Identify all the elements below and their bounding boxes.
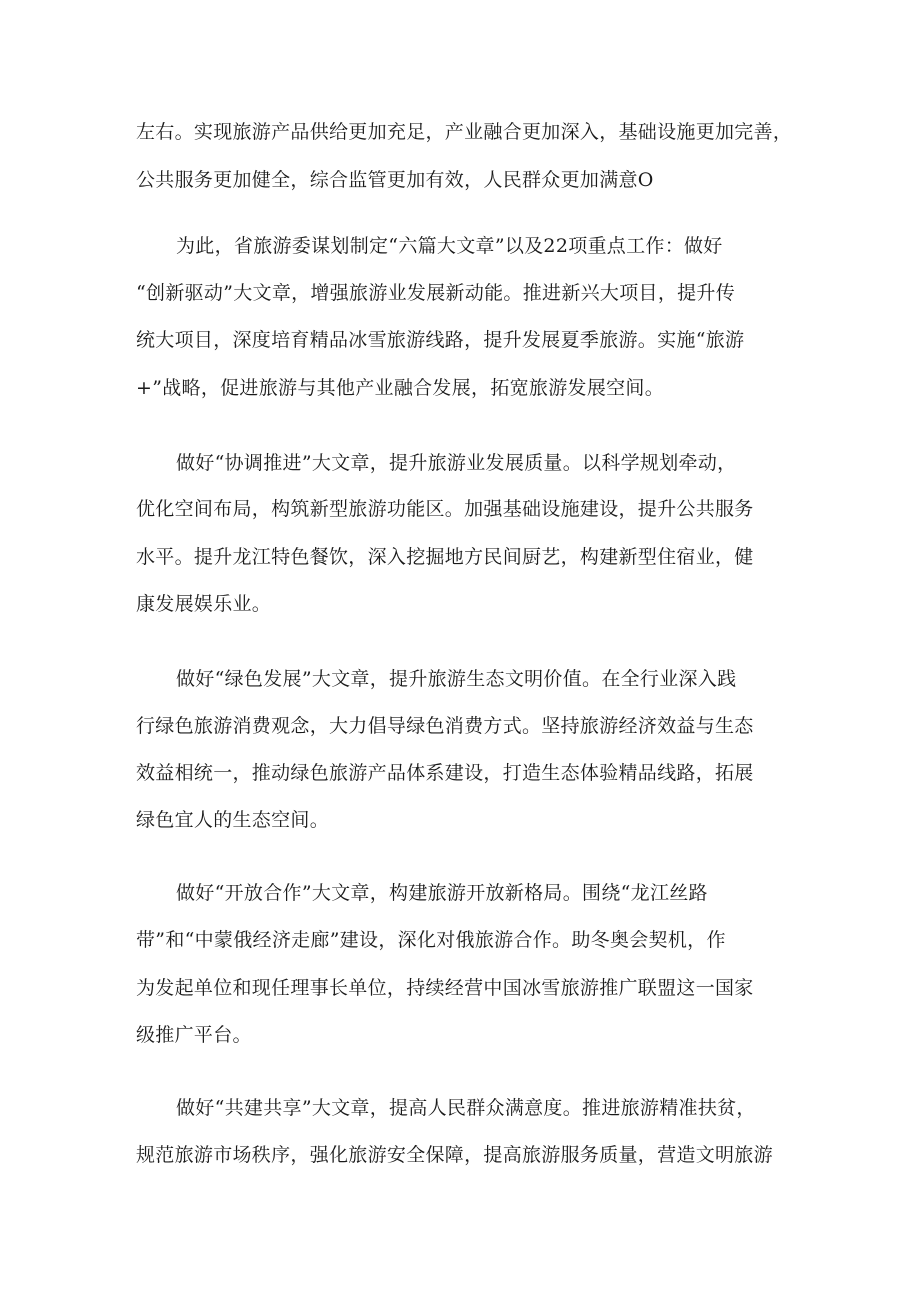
text-line: 为此，省旅游委谋划制定“六篇大文章”以及22项重点工作：做好 bbox=[176, 235, 723, 257]
text-line: 行绿色旅游消费观念，大力倡导绿色消费方式。坚持旅游经济效益与生态 bbox=[136, 715, 754, 737]
text-line: +”战略，促进旅游与其他产业融合发展，拓宽旅游发展空间。 bbox=[136, 377, 665, 399]
text-line: 带”和“中蒙俄经济走廊”建设，深化对俄旅游合作。助冬奥会契机，作 bbox=[136, 929, 726, 951]
text-line: 为发起单位和现任理事长单位，持续经营中国冰雪旅游推广联盟这一国家 bbox=[136, 977, 754, 999]
text-line: 做好“开放合作”大文章，构建旅游开放新格局。围绕“龙江丝路 bbox=[176, 882, 708, 904]
text-line: 做好“协调推进”大文章，提升旅游业发展质量。以科学规划牵动， bbox=[176, 452, 737, 474]
text-line: 做好“共建共享”大文章，提高人民群众满意度。推进旅游精准扶贫， bbox=[176, 1097, 756, 1119]
text-line: 级推广平台。 bbox=[136, 1024, 252, 1046]
text-line: 优化空间布局，构筑新型旅游功能区。加强基础设施建设，提升公共服务 bbox=[136, 498, 754, 520]
text-line: “创新驱动”大文章，增强旅游业发展新动能。推进新兴大项目，提升传 bbox=[136, 282, 736, 304]
text-line: 左右。实现旅游产品供给更加充足，产业融合更加深入，基础设施更加完善， bbox=[136, 121, 793, 143]
text-line: 效益相统一，推动绿色旅游产品体系建设，打造生态体验精品线路，拓展 bbox=[136, 762, 754, 784]
text-line: 做好“绿色发展”大文章，提升旅游生态文明价值。在全行业深入践 bbox=[176, 668, 737, 690]
text-line: 公共服务更加健全，综合监管更加有效，人民群众更加满意O bbox=[136, 169, 654, 191]
text-line: 规范旅游市场秩序，强化旅游安全保障，提高旅游服务质量，营造文明旅游 bbox=[136, 1144, 773, 1166]
text-line: 绿色宜人的生态空间。 bbox=[136, 809, 330, 831]
text-line: 统大项目，深度培育精品冰雪旅游线路，提升发展夏季旅游。实施“旅游 bbox=[136, 329, 745, 351]
text-line: 康发展娱乐业。 bbox=[136, 593, 272, 615]
text-line: 水平。提升龙江特色餐饮，深入挖掘地方民间厨艺，构建新型住宿业，健 bbox=[136, 546, 754, 568]
